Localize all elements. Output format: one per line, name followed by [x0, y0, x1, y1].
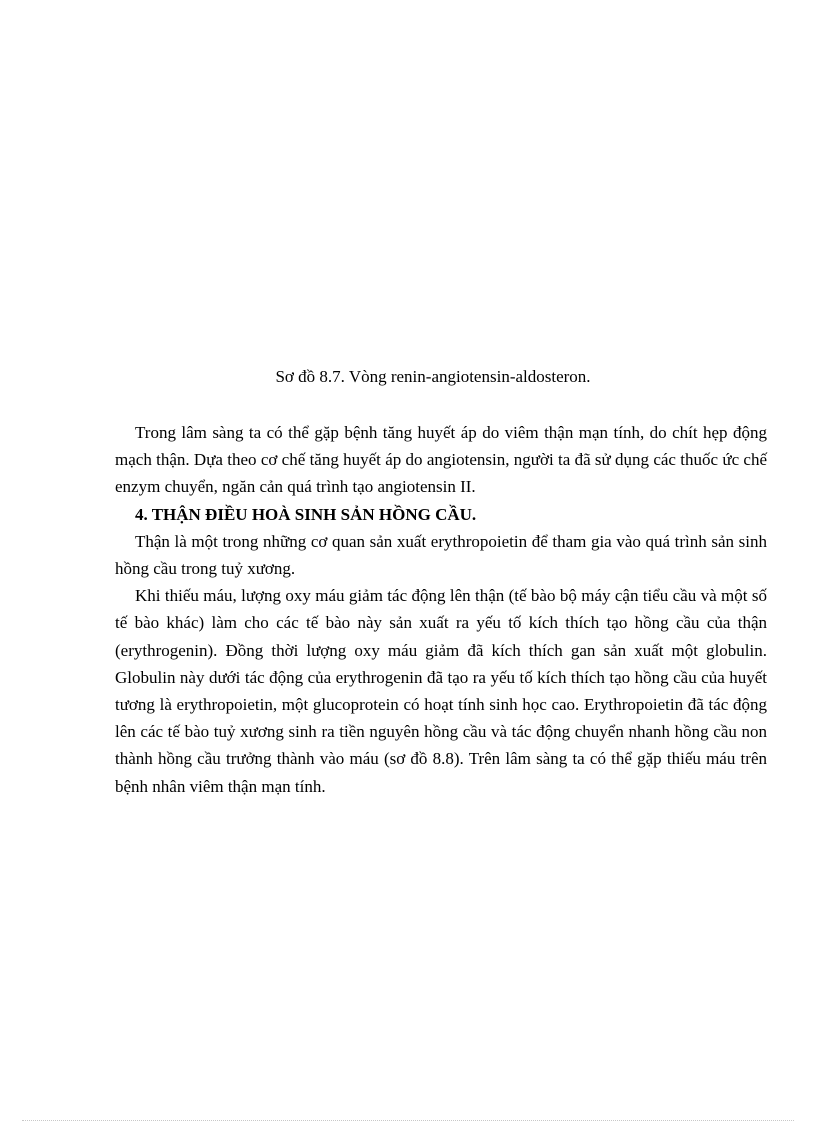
footer-divider: [22, 1120, 794, 1121]
section-heading: 4. THẬN ĐIỀU HOÀ SINH SẢN HỒNG CẦU.: [135, 504, 477, 524]
paragraph-anemia-mechanism: Khi thiếu máu, lượng oxy máu giảm tác động lên thận (tế bào bộ máy cận tiểu cầu và một số tế bào khác) làm cho các tế bào này sản xuất ra yếu tố kích thích tạo hồng cầu của thận (erythrogenin). Đồng thời lượng oxy máu giảm đã kích thích gan sản xuất một globulin. Globulin này dưới tác động của erythrogenin đã tạo ra yếu tố kích thích tạo hồng cầu của huyết tương là erythropoietin, một glucoprotein có hoạt tính sinh học cao. Erythropoietin đã tác động lên các tế bào tuỷ xương sinh ra tiền nguyên hồng cầu và tác động chuyển nhanh hồng cầu non thành hồng cầu trưởng thành vào máu (sơ đồ 8.8). Trên lâm sàng ta có thể gặp thiếu máu trên bệnh nhân viêm thận mạn tính.: [115, 586, 767, 796]
figure-caption: Sơ đồ 8.7. Vòng renin-angiotensin-aldosteron.: [275, 367, 591, 386]
paragraph-erythropoietin-source: Thận là một trong những cơ quan sản xuất erythropoietin để tham gia vào quá trình sản sinh hồng cầu trong tuỷ xương.: [115, 531, 767, 579]
paragraph-hypertension: Trong lâm sàng ta có thể gặp bệnh tăng huyết áp do viêm thận mạn tính, do chít hẹp động mạch thận. Dựa theo cơ chế tăng huyết áp do angiotensin, người ta đã sử dụng các thuốc ức chế enzym chuyển, ngăn cản quá trình tạo angiotensin II.: [115, 423, 767, 497]
body-text: [115, 419, 767, 800]
